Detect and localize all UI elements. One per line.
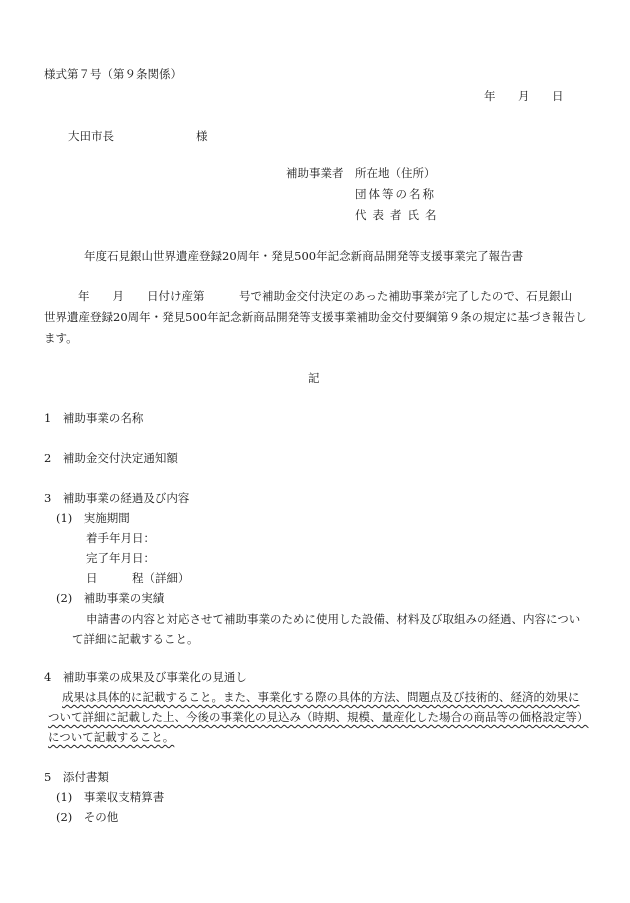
date-day-label: 日 — [552, 89, 564, 103]
ki-heading: 記 — [308, 371, 320, 385]
section-3-1-heading: (1) 実施期間 — [56, 511, 130, 525]
applicant-org-label: 団体等の名称 — [355, 187, 436, 201]
applicant-address-label: 所在地（住所） — [355, 166, 436, 180]
section-5-2-item: (2) その他 — [56, 810, 119, 824]
applicant-role-label: 補助事業者 — [286, 166, 344, 180]
section-2-heading: 2 補助金交付決定通知額 — [44, 451, 178, 465]
intro-line-3: ます。 — [44, 331, 78, 345]
section-3-2-body-2: て詳細に記載すること。 — [72, 632, 199, 646]
start-date-label: 着手年月日： — [86, 531, 155, 545]
section-4-heading: 4 補助事業の成果及び事業化の見通し — [44, 670, 247, 684]
schedule-label: 日 程（詳細） — [86, 571, 190, 585]
section-3-2-heading: (2) 補助事業の実績 — [56, 591, 165, 605]
section-3-heading: 3 補助事業の経過及び内容 — [44, 491, 190, 505]
section-4-body-3: について記載すること。 — [48, 730, 175, 744]
date-month-label: 月 — [518, 89, 530, 103]
applicant-rep-label: 代表者氏名 — [355, 208, 443, 222]
addressee-honorific: 様 — [196, 129, 208, 143]
section-5-heading: 5 添付書類 — [44, 770, 109, 784]
document-title: 年度石見銀山世界遺産登録20周年・発見500年記念新商品開発等支援事業完了報告書 — [84, 249, 524, 263]
section-4-body-1: 成果は具体的に記載すること。また、事業化する際の具体的方法、問題点及び技術的、経済的効果に — [62, 690, 580, 704]
section-4-body-2: ついて詳細に記載した上、今後の事業化の見込み（時期、規模、量産化した場合の商品等の価格設定等） — [48, 710, 589, 724]
addressee-name: 大田市長 — [68, 129, 114, 143]
intro-line-1: 年 月 日付け産第 号で補助金交付決定のあった補助事業が完了したので、石見銀山 — [78, 289, 573, 303]
section-1-heading: 1 補助事業の名称 — [44, 411, 144, 425]
date-year-label: 年 — [484, 89, 496, 103]
intro-line-2: 世界遺産登録20周年・発見500年記念新商品開発等支援事業補助金交付要綱第９条の規定に基づき報告し — [44, 310, 587, 324]
section-5-1-item: (1) 事業収支精算書 — [56, 790, 165, 804]
section-3-2-body-1: 申請書の内容と対応させて補助事業のために使用した設備、材料及び取組みの経過、内容につい — [86, 612, 581, 626]
end-date-label: 完了年月日： — [86, 551, 155, 565]
form-number: 様式第７号（第９条関係） — [44, 67, 182, 81]
